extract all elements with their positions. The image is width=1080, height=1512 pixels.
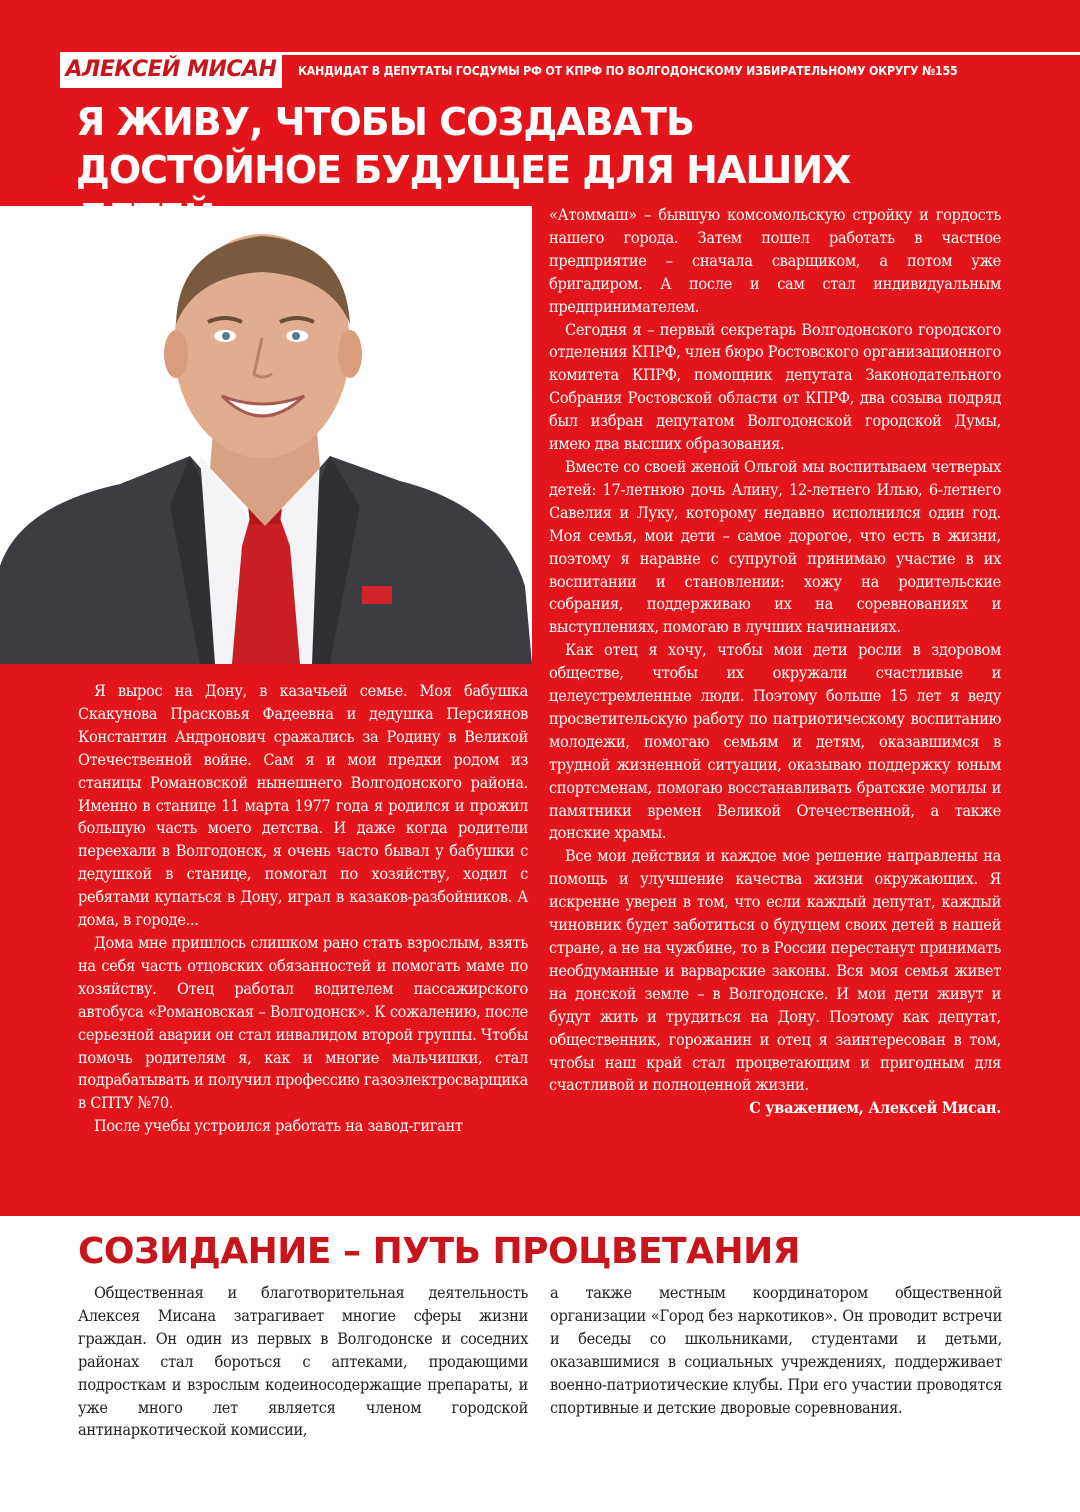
article-paragraph: Как отец я хочу, чтобы мои дети росли в здоровом обществе, чтобы их окружали счастливые и целеустремленные люди. Поэтому больше 15 лет я веду просветительскую работу по патриотическому воспитанию молодежи, помогаю семьям и детям, оказавшимся в трудной жизненной ситуации, оказываю поддержку юным спортсменам, помогаю восстанавливать братские могилы и памятники времен Великой Отечественной, а также донские храмы.: [549, 640, 1001, 843]
article-paragraph: Сегодня я – первый секретарь Волгодонского городского отделения КПРФ, член бюро Ростовского организационного комитета КПРФ, помощник депутата Законодательного Собрания Ростовской области от КПРФ, два созыва подряд был избран депутатом Волгодонской городской Думы, имею два высших образования.: [549, 319, 1001, 454]
section-paragraph: Общественная и благотворительная деятельность Алексея Мисана затрагивает многие сферы жизни граждан. Он один из первых в Волгодонске и соседних районах стал бороться с аптеками, продающими подросткам и взрослым кодеиносодержащие препараты, и уже много лет является членом городской антинаркотической комиссии,: [78, 1283, 528, 1440]
section-right-column: [550, 1282, 1002, 1419]
article-paragraph: Вместе со своей женой Ольгой мы воспитываем четверых детей: 17-летнюю дочь Алину, 12-летнего Илью, 6-летнего Савелия и Луку, которому недавно исполнился один год. Моя семья, мои дети – самое дорогое, что есть в жизни, поэтому я наравне с супругой принимаю участие в их воспитании и становлении: хожу на родительские собрания, поддерживаю их на соревнованиях и выступлениях, помогаю в лучших начинаниях.: [549, 456, 1001, 637]
headline-line-1: Я ЖИВУ, ЧТОБЫ СОЗДАВАТЬ: [76, 100, 694, 144]
section-paragraph: а также местным координатором общественной организации «Город без наркотиков». Он проводит встречи и беседы со школьниками, студентами и детьми, оказавшимися в социальных учреждениях, поддерживает военно-патриотические клубы. При его участии проводятся спортивные и детские дворовые соревнования.: [550, 1283, 1002, 1417]
section-headline: СОЗИДАНИЕ – ПУТЬ ПРОЦВЕТАНИЯ: [78, 1231, 800, 1272]
article-paragraph: «Атоммаш» – бывшую комсомольскую стройку и гордость нашего города. Затем пошел работать в частное предприятие – сначала сварщиком, а потом уже бригадиром. А после и сам стал индивидуальным предпринимателем.: [549, 205, 1001, 316]
article-paragraph: После учебы устроился работать на завод-гигант: [94, 1116, 463, 1136]
article-paragraph: Я вырос на Дону, в казачьей семье. Моя бабушка Скакунова Прасковья Фадеевна и дедушка Персиянов Константин Андронович сражались за Родину в Великой Отечественной войне. Сам я и мои предки родом из станицы Романовской нынешнего Волгодонского района. Именно в станице 11 марта 1977 года я родился и прожил большую часть моего детства. И даже когда родители переехали в Волгодонск, я очень часто бывал у бабушки с дедушкой в станице, помогал по хозяйству, ходил с ребятами купаться в Дону, играл в казаков-разбойников. А дома, в городе...: [78, 681, 528, 930]
candidate-name: АЛЕКСЕЙ МИСАН: [60, 52, 282, 88]
article-signature: С уважением, Алексей Мисан.: [749, 1098, 1001, 1118]
article-paragraph: Все мои действия и каждое мое решение направлены на помощь и улучшение качества жизни окружающих. Я искренне уверен в том, что если каждый депутат, каждый чиновник будет заботиться о будущем своих детей в нашей стране, а не на чужбине, то в России перестанут принимать необдуманные и варварские законы. Вся моя семья живет на донской земле – в Волгодонске. И мои дети живут и будут жить и трудиться на Дону. Поэтому как депутат, общественник, горожанин и отец я заинтересован в том, чтобы наш край стал процветающим и пригодным для счастливой и полноценной жизни.: [549, 846, 1001, 1095]
candidate-portrait: [0, 206, 532, 664]
portrait-illustration: [0, 206, 532, 664]
article-paragraph: Дома мне пришлось слишком рано стать взрослым, взять на себя часть отцовских обязанностей и помогать маме по хозяйству. Отец работал водителем пассажирского автобуса «Романовская – Волгодонск». К сожалению, после серьезной аварии он стал инвалидом второй группы. Чтобы помочь родителям я, как и многие мальчишки, стал подрабатывать и получил профессию газоэлектросварщика в СПТУ №70.: [78, 932, 528, 1113]
article-right-column: [549, 204, 1001, 1120]
candidate-tagline: КАНДИДАТ В ДЕПУТАТЫ ГОСДУМЫ РФ ОТ КПРФ ПО ВОЛГОДОНСКОМУ ИЗБИРАТЕЛЬНОМУ ОКРУГУ №155: [298, 63, 958, 78]
article-left-column: [78, 680, 528, 1138]
headline-line-2: ДОСТОЙНОЕ БУДУЩЕЕ ДЛЯ НАШИХ: [76, 148, 851, 192]
section-left-column: [78, 1282, 528, 1442]
